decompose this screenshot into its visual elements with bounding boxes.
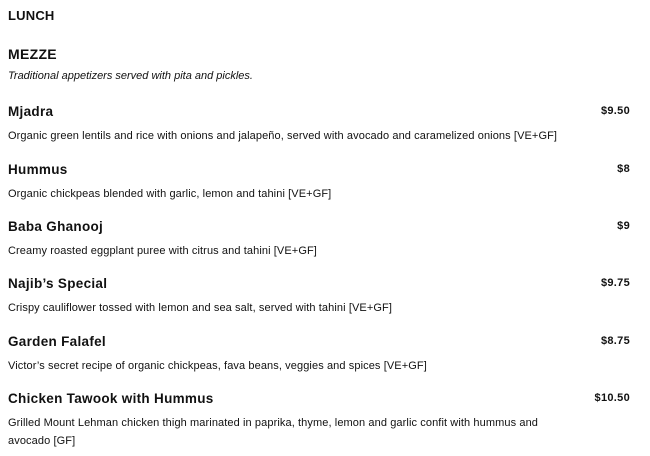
section-description: Traditional appetizers served with pita and pickles.: [8, 70, 253, 82]
item-name: Baba Ghanooj: [8, 219, 104, 234]
item-name: Hummus: [8, 162, 68, 177]
item-name: Najib’s Special: [8, 276, 108, 291]
item-name: Chicken Tawook with Hummus: [8, 391, 214, 406]
menu-item-najibs-special: [8, 275, 630, 317]
menu-item-hummus: [8, 161, 630, 203]
menu-title: LUNCH: [8, 8, 55, 23]
item-price: $8: [617, 163, 630, 175]
item-price: $10.50: [594, 392, 630, 404]
item-price: $9.50: [600, 105, 630, 117]
item-price: $9: [617, 220, 630, 232]
item-name: Garden Falafel: [8, 334, 106, 349]
menu-item-garden-falafel: [8, 333, 630, 375]
item-name: Mjadra: [8, 104, 54, 119]
item-description: Organic green lentils and rice with onions and jalapeño, served with avocado and caramelized onions [VE+GF]: [8, 130, 558, 142]
menu-item-mjadra: [8, 103, 630, 145]
item-price: $8.75: [600, 335, 630, 347]
item-price: $9.75: [600, 277, 630, 289]
item-description: Organic chickpeas blended with garlic, lemon and tahini [VE+GF]: [8, 188, 332, 200]
menu-item-chicken-tawook: [8, 390, 630, 450]
menu-item-baba-ghanooj: [8, 218, 630, 260]
item-description: Grilled Mount Lehman chicken thigh marinated in paprika, thyme, lemon and garlic confit with hummus and avocado [GF]: [8, 417, 539, 447]
item-description: Victor’s secret recipe of organic chickpeas, fava beans, veggies and spices [VE+GF]: [8, 360, 427, 372]
item-description: Crispy cauliflower tossed with lemon and sea salt, served with tahini [VE+GF]: [8, 302, 393, 314]
item-description: Creamy roasted eggplant puree with citrus and tahini [VE+GF]: [8, 245, 317, 257]
section-title: MEZZE: [8, 46, 57, 62]
